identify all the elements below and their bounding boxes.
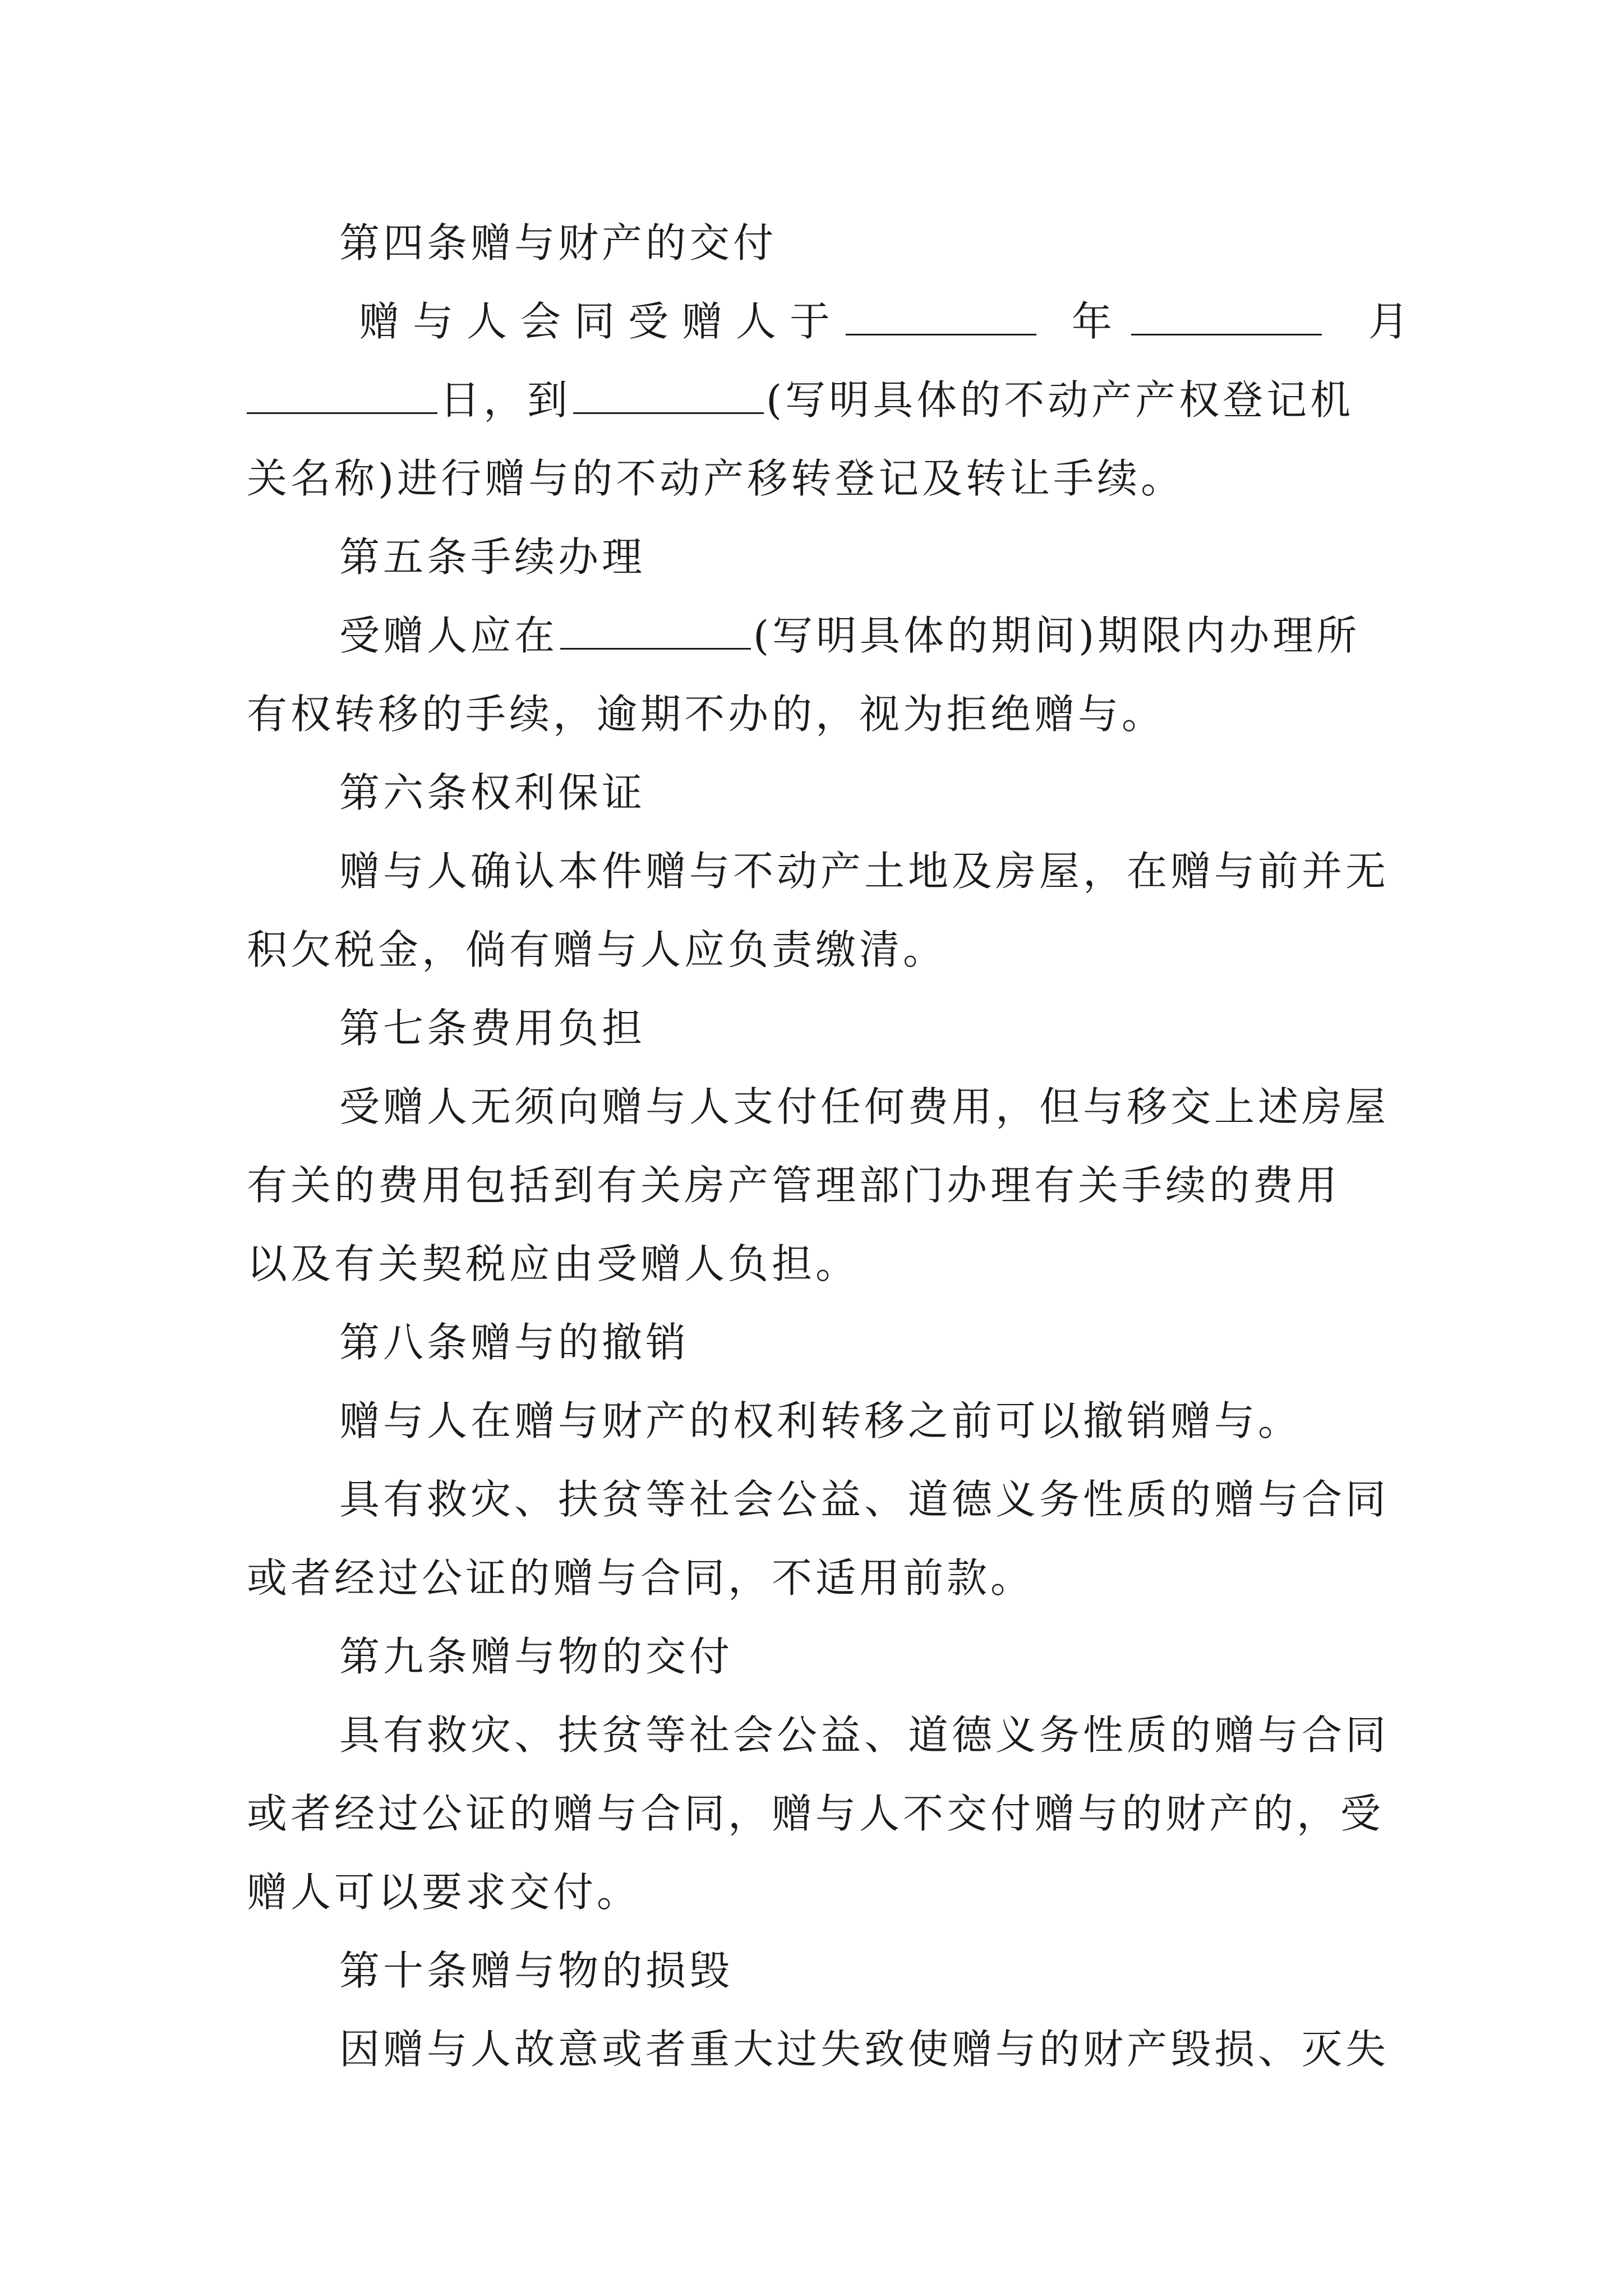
- article-5-line-1-rest: (写明具体的期间)期限内办理所: [753, 612, 1361, 659]
- year-label: 年: [1071, 298, 1126, 345]
- article-8-line-2: 具有救灾、扶贫等社会公益、道德义务性质的赠与合同: [339, 1476, 1390, 1523]
- article-6-line-1: 赠与人确认本件赠与不动产土地及房屋，在赠与前并无: [339, 848, 1390, 895]
- article-8-line-1: 赠与人在赠与财产的权利转移之前可以撤销赠与。: [339, 1397, 1302, 1444]
- article-7-line-2: 有关的费用包括到有关房产管理部门办理有关手续的费用: [247, 1162, 1341, 1209]
- article-5-line-1: [339, 609, 1360, 662]
- month-blank: [1131, 295, 1322, 335]
- article-4-line-2: [247, 373, 1354, 427]
- article-7-line-3: 以及有关契税应由受赠人负担。: [247, 1240, 860, 1287]
- article-5-line-1-text: 受赠人应在: [339, 612, 559, 659]
- article-5-heading: 第五条手续办理: [339, 533, 646, 581]
- article-8-line-3: 或者经过公证的赠与合同，不适用前款。: [247, 1554, 1035, 1602]
- day-label: 日，到: [440, 376, 571, 424]
- article-4-line-1-text: 赠与人会同受赠人于: [359, 298, 844, 345]
- article-9-line-2: 或者经过公证的赠与合同，赠与人不交付赠与的财产的，受: [247, 1790, 1385, 1837]
- article-4-heading: 第四条赠与财产的交付: [339, 219, 777, 266]
- article-7-heading: 第七条费用负担: [339, 1005, 646, 1052]
- registry-blank: [573, 373, 764, 414]
- article-5-line-2: 有权转移的手续，逾期不办的，视为拒绝赠与。: [247, 691, 1166, 738]
- article-4-line-1: [359, 295, 1422, 348]
- article-6-heading: 第六条权利保证: [339, 769, 646, 816]
- article-9-heading: 第九条赠与物的交付: [339, 1633, 734, 1680]
- article-10-heading: 第十条赠与物的损毁: [339, 1947, 734, 1994]
- article-8-heading: 第八条赠与的撤销: [339, 1319, 690, 1366]
- article-9-line-3: 赠人可以要求交付。: [247, 1869, 641, 1916]
- article-6-line-2: 积欠税金，倘有赠与人应负责缴清。: [247, 926, 947, 973]
- article-7-line-1: 受赠人无须向赠与人支付任何费用，但与移交上述房屋: [339, 1083, 1390, 1130]
- year-blank: [846, 295, 1036, 335]
- month-label: 月: [1368, 298, 1422, 345]
- period-blank: [560, 609, 751, 650]
- article-4-line-3: 关名称)进行赠与的不动产移转登记及转让手续。: [247, 455, 1185, 502]
- article-9-line-1: 具有救灾、扶贫等社会公益、道德义务性质的赠与合同: [339, 1711, 1390, 1759]
- article-4-line-2-text: (写明具体的不动产产权登记机: [766, 376, 1354, 424]
- day-blank: [247, 373, 437, 414]
- article-10-line-1: 因赠与人故意或者重大过失致使赠与的财产毁损、灭失: [339, 2026, 1390, 2073]
